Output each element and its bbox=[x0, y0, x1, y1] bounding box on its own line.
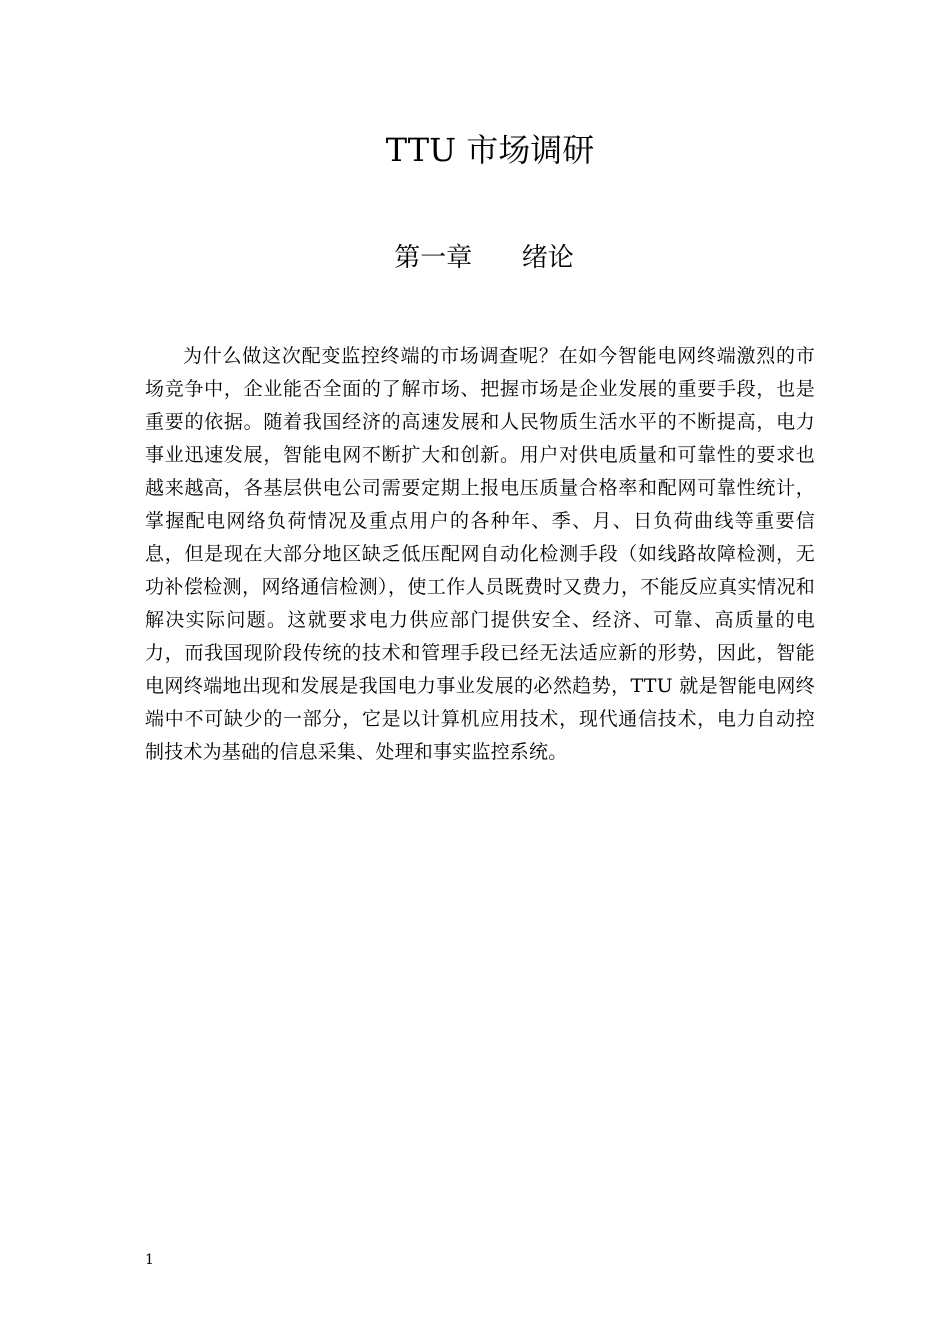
page-number: 1 bbox=[145, 1252, 154, 1268]
document-title: TTU 市场调研 bbox=[385, 131, 595, 169]
chapter-heading: 第一章 绪论 bbox=[394, 243, 574, 273]
body-paragraph: 为什么做这次配变监控终端的市场调查呢？在如今智能电网终端激烈的市场竞争中，企业能否全面的了解市场、把握市场是企业发展的重要手段，也是重要的依据。随着我国经济的高速发展和人民物质生活水平的不断提高，电力事业迅速发展，智能电网不断扩大和创新。用户对供电质量和可靠性的要求也越来越高，各基层供电公司需要定期上报电压质量合格率和配网可靠性统计，掌握配电网络负荷情况及重点用户的各种年、季、月、日负荷曲线等重要信息，但是现在大部分地区缺乏低压配网自动化检测手段（如线路故障检测，无功补偿检测，网络通信检测），使工作人员既费时又费力，不能反应真实情况和解决实际问题。这就要求电力供应部门提供安全、经济、可靠、高质量的电力，而我国现阶段传统的技术和管理手段已经无法适应新的形势，因此，智能电网终端地出现和发展是我国电力事业发展的必然趋势，TTU 就是智能电网终端中不可缺少的一部分，它是以计算机应用技术，现代通信技术，电力自动控制技术为基础的信息采集、处理和事实监控系统。 bbox=[145, 345, 815, 763]
